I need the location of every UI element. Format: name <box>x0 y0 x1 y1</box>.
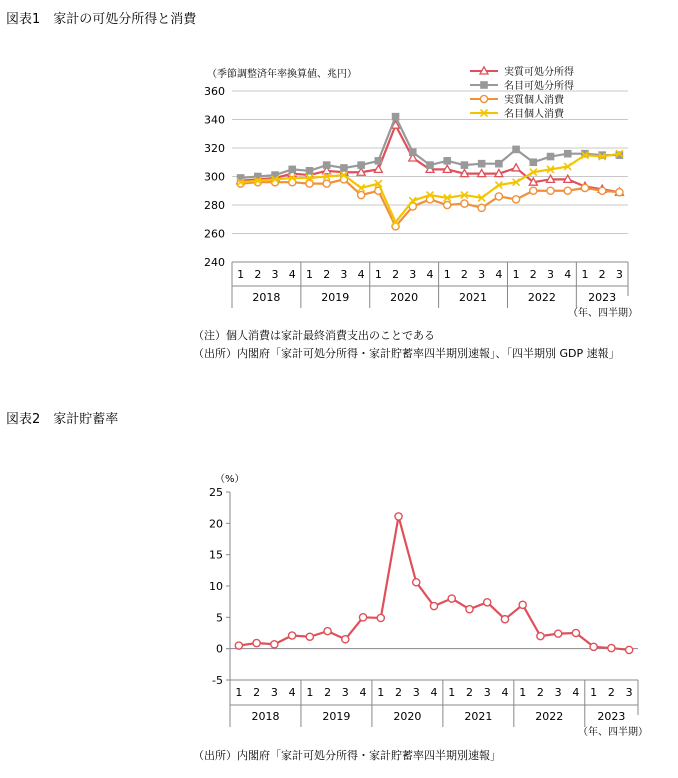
figure1-title: 図表1 家計の可処分所得と消費 <box>6 12 197 27</box>
quarter-label: 1 <box>443 268 451 281</box>
y-tick-label: 340 <box>204 113 225 127</box>
figure2-title: 図表2 家計貯蓄率 <box>6 412 119 427</box>
data-point <box>512 196 519 203</box>
quarter-label: 2 <box>607 686 615 699</box>
quarter-label: 3 <box>271 268 279 281</box>
quarter-label: 1 <box>306 686 314 699</box>
data-point <box>323 180 330 187</box>
legend-marker <box>480 81 488 89</box>
quarter-label: 3 <box>341 686 349 699</box>
data-point <box>342 636 349 643</box>
x-axis <box>230 680 648 738</box>
data-point <box>359 614 366 621</box>
quarter-label: 4 <box>288 686 296 699</box>
quarter-label: 2 <box>254 268 262 281</box>
data-point <box>409 148 417 156</box>
quarter-label: 2 <box>460 268 468 281</box>
data-point <box>512 146 520 154</box>
figure1-source: （出所）内閣府「家計可処分所得・家計貯蓄率四半期別速報」、「四半期別 GDP 速報」 <box>193 347 620 360</box>
quarter-label: 2 <box>392 268 400 281</box>
quarter-label: 2 <box>529 268 537 281</box>
data-point <box>395 513 402 520</box>
y-tick-label: 280 <box>204 199 225 212</box>
series-line <box>239 516 629 649</box>
y-tick-label: 25 <box>209 486 223 499</box>
quarter-label: 1 <box>237 268 245 281</box>
data-point <box>547 187 554 194</box>
y-tick-label: 260 <box>204 227 225 241</box>
quarter-label: 2 <box>536 686 544 699</box>
figure1-note: （注）個人消費は家計最終消費支出のことである <box>193 329 435 342</box>
data-point <box>581 184 588 191</box>
series-0 <box>235 513 632 654</box>
quarter-label: 1 <box>374 268 382 281</box>
data-point <box>608 644 615 651</box>
year-label: 2020 <box>390 291 419 304</box>
data-point <box>288 632 295 639</box>
data-point <box>599 187 606 194</box>
quarter-label: 1 <box>448 686 456 699</box>
quarter-label: 4 <box>572 686 580 699</box>
data-point <box>357 161 365 169</box>
data-point <box>358 191 365 198</box>
data-point <box>590 643 597 650</box>
year-label: 2020 <box>393 710 422 723</box>
quarter-label: 4 <box>501 686 509 699</box>
y-axis <box>204 85 628 269</box>
data-point <box>323 161 331 169</box>
quarter-label: 4 <box>495 268 503 281</box>
quarter-label: 1 <box>590 686 598 699</box>
quarter-label: 2 <box>598 268 606 281</box>
quarter-label: 2 <box>323 268 331 281</box>
data-point <box>426 161 434 169</box>
quarter-label: 3 <box>615 268 623 281</box>
data-point <box>530 187 537 194</box>
year-label: 2023 <box>597 710 626 723</box>
data-point <box>443 157 451 165</box>
data-point <box>392 113 400 121</box>
year-label: 2022 <box>535 710 564 723</box>
year-label: 2018 <box>251 710 280 723</box>
y-tick-label: -5 <box>212 674 223 687</box>
quarter-label: 4 <box>288 268 296 281</box>
year-label: 2021 <box>459 291 488 304</box>
quarter-label: 2 <box>465 686 473 699</box>
year-label: 2023 <box>588 291 617 304</box>
y-tick-label: 0 <box>216 642 223 656</box>
data-point <box>616 189 623 196</box>
quarter-label: 4 <box>430 686 438 699</box>
y-tick-label: 10 <box>209 580 223 593</box>
saving-rate-chart <box>0 420 678 760</box>
data-point <box>324 628 331 635</box>
quarter-label: 1 <box>305 268 313 281</box>
data-point <box>501 616 508 623</box>
quarter-label: 2 <box>253 686 261 699</box>
data-point <box>377 614 384 621</box>
data-point <box>430 602 437 609</box>
quarter-label: 1 <box>581 268 589 281</box>
legend <box>470 65 574 120</box>
data-point <box>478 204 485 211</box>
y-tick-label: 20 <box>209 517 223 531</box>
data-point <box>306 633 313 640</box>
legend-label: 実質個人消費 <box>504 95 564 106</box>
quarter-label: 1 <box>235 686 243 699</box>
quarter-label: 1 <box>377 686 385 699</box>
quarter-label: 3 <box>478 268 486 281</box>
data-point <box>444 201 451 208</box>
period-note: （年、四半期） <box>568 308 638 319</box>
data-point <box>484 599 491 606</box>
quarter-label: 3 <box>340 268 348 281</box>
quarter-label: 3 <box>483 686 491 699</box>
quarter-label: 3 <box>554 686 562 699</box>
series-2 <box>237 176 623 230</box>
data-point <box>306 167 314 175</box>
period-note: （年、四半期） <box>578 727 648 738</box>
data-point <box>375 157 383 165</box>
year-label: 2019 <box>321 291 350 304</box>
quarter-label: 4 <box>359 686 367 699</box>
data-point <box>466 606 473 613</box>
y-tick-label: 5 <box>216 611 223 625</box>
y-tick-label: 300 <box>204 170 225 184</box>
quarter-label: 3 <box>270 686 278 699</box>
quarter-label: 3 <box>625 686 633 699</box>
quarter-label: 3 <box>412 686 420 699</box>
data-point <box>448 595 455 602</box>
legend-label: 名目可処分所得 <box>504 81 574 92</box>
year-label: 2021 <box>464 710 493 723</box>
legend-marker <box>480 95 487 102</box>
y-axis <box>209 486 230 687</box>
quarter-label: 2 <box>324 686 332 699</box>
income-consumption-chart <box>0 0 678 330</box>
data-point <box>288 166 296 174</box>
unit-label: （季節調整済年率換算値、兆円） <box>207 69 357 80</box>
data-point <box>478 160 486 168</box>
data-point <box>271 641 278 648</box>
legend-label: 実質可処分所得 <box>504 67 574 78</box>
data-point <box>340 164 348 172</box>
data-point <box>235 642 242 649</box>
data-point <box>461 161 469 169</box>
y-tick-label: 360 <box>204 85 225 98</box>
figure2-source: （出所）内閣府「家計可処分所得・家計貯蓄率四半期別速報」 <box>193 749 501 762</box>
quarter-label: 3 <box>409 268 417 281</box>
quarter-label: 3 <box>547 268 555 281</box>
quarter-label: 2 <box>395 686 403 699</box>
quarter-label: 4 <box>357 268 365 281</box>
data-point <box>547 153 555 161</box>
data-point <box>564 187 571 194</box>
quarter-label: 4 <box>564 268 572 281</box>
x-axis <box>232 262 638 319</box>
data-point <box>461 200 468 207</box>
data-point <box>495 160 503 168</box>
data-point <box>253 639 260 646</box>
data-point <box>530 158 538 166</box>
year-label: 2018 <box>252 291 281 304</box>
data-point <box>537 633 544 640</box>
data-point <box>564 150 572 158</box>
y-tick-label: 320 <box>204 142 225 155</box>
data-point <box>555 630 562 637</box>
data-point <box>495 193 502 200</box>
year-label: 2019 <box>322 710 351 723</box>
quarter-label: 1 <box>519 686 527 699</box>
y-tick-label: 15 <box>209 548 223 562</box>
data-point <box>626 646 633 653</box>
quarter-label: 4 <box>426 268 434 281</box>
year-label: 2022 <box>527 291 556 304</box>
data-point <box>413 579 420 586</box>
legend-label: 名目個人消費 <box>504 109 564 120</box>
y-tick-label: 240 <box>204 256 225 269</box>
data-point <box>512 164 520 171</box>
unit-label: （%） <box>215 474 245 485</box>
data-point <box>572 629 579 636</box>
data-point <box>519 601 526 608</box>
quarter-label: 1 <box>512 268 520 281</box>
